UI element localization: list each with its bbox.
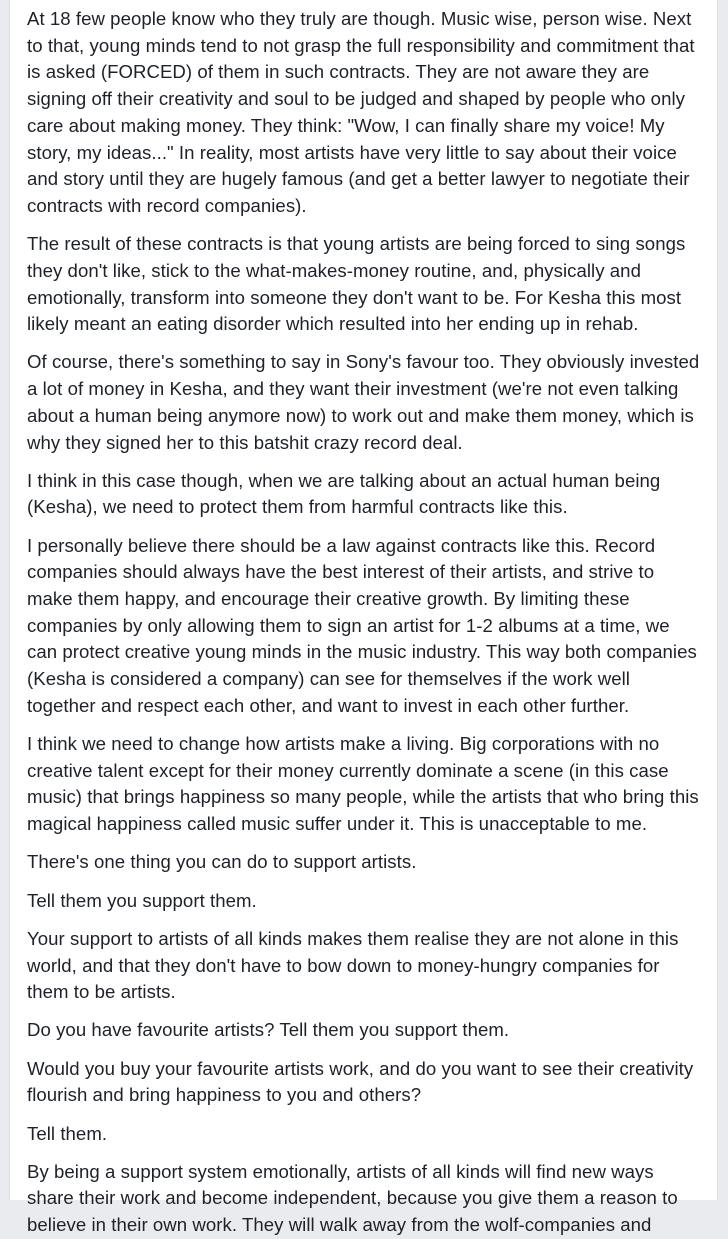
paragraph-2: The result of these contracts is that young artists are being forced to sing songs they don't like, stick to the what-makes-money routine, and, physically and emotionally, transform into someone they don't want to be. For Kesha this most likely meant an eating disorder which resulted into her ending up in rehab. — [27, 233, 686, 335]
post-body-text — [10, 0, 700, 1239]
paragraph-6: I think we need to change how artists make a living. Big corporations with no creative talent except for their money currently dominate a scene (in this case music) that brings happiness so many people, while the artists that who bring this magical happiness called music suffer under it. This is unacceptable to me. — [27, 733, 699, 835]
paragraph-3: Of course, there's something to say in Sony's favour too. They obviously invested a lot of money in Kesha, and they want their investment (we're not even talking about a human being anymore now) to work out and make them money, which is why they signed her to this batshit crazy record deal. — [27, 351, 700, 453]
paragraph-4: I think in this case though, when we are talking about an actual human being (Kesha), we need to protect them from harmful contracts like this. — [27, 469, 661, 518]
paragraph-9: Your support to artists of all kinds makes them realise they are not alone in this world, and that they don't have to bow down to money-hungry companies for them to be artists. — [27, 927, 679, 1003]
post-card — [9, 0, 718, 1236]
paragraph-12: Tell them. — [27, 1122, 108, 1144]
paragraph-13: By being a support system emotionally, artists of all kinds will find new ways share their work and become independent, because you give them a reason to believe in their own work. They will walk away from the wolf-companies and — [27, 1160, 678, 1236]
paragraph-7: There's one thing you can do to support artists. — [27, 851, 417, 873]
paragraph-10: Do you have favourite artists? Tell them you support them. — [27, 1019, 510, 1041]
paragraph-5: I personally believe there should be a law against contracts like this. Record companies should always have the best interest of their artists, and strive to make them happy, and encourage their creative growth. By limiting these companies by only allowing them to sign an artist for 1-2 albums at a time, we can protect creative young minds in the music industry. This way both companies (Kesha is considered a company) can see for themselves if the work well together and respect each other, and want to invest in each other further. — [27, 534, 697, 716]
paragraph-8: Tell them you support them. — [27, 889, 257, 911]
paragraph-11: Would you buy your favourite artists work, and do you want to see their creativity flourish and bring happiness to you and others? — [27, 1057, 694, 1106]
paragraph-1: At 18 few people know who they truly are though. Music wise, person wise. Next to that, young minds tend to not grasp the full responsibility and commitment that is asked (FORCED) of them in such contracts. They are not aware they are signing off their creativity and soul to be judged and shaped by people who only care about making money. They think: "Wow, I can finally share my voice! My story, my ideas..." In reality, most artists have very little to say about their voice and story until they are hugely famous (and get a better lawyer to negotiate their contracts with record companies). — [27, 8, 695, 216]
